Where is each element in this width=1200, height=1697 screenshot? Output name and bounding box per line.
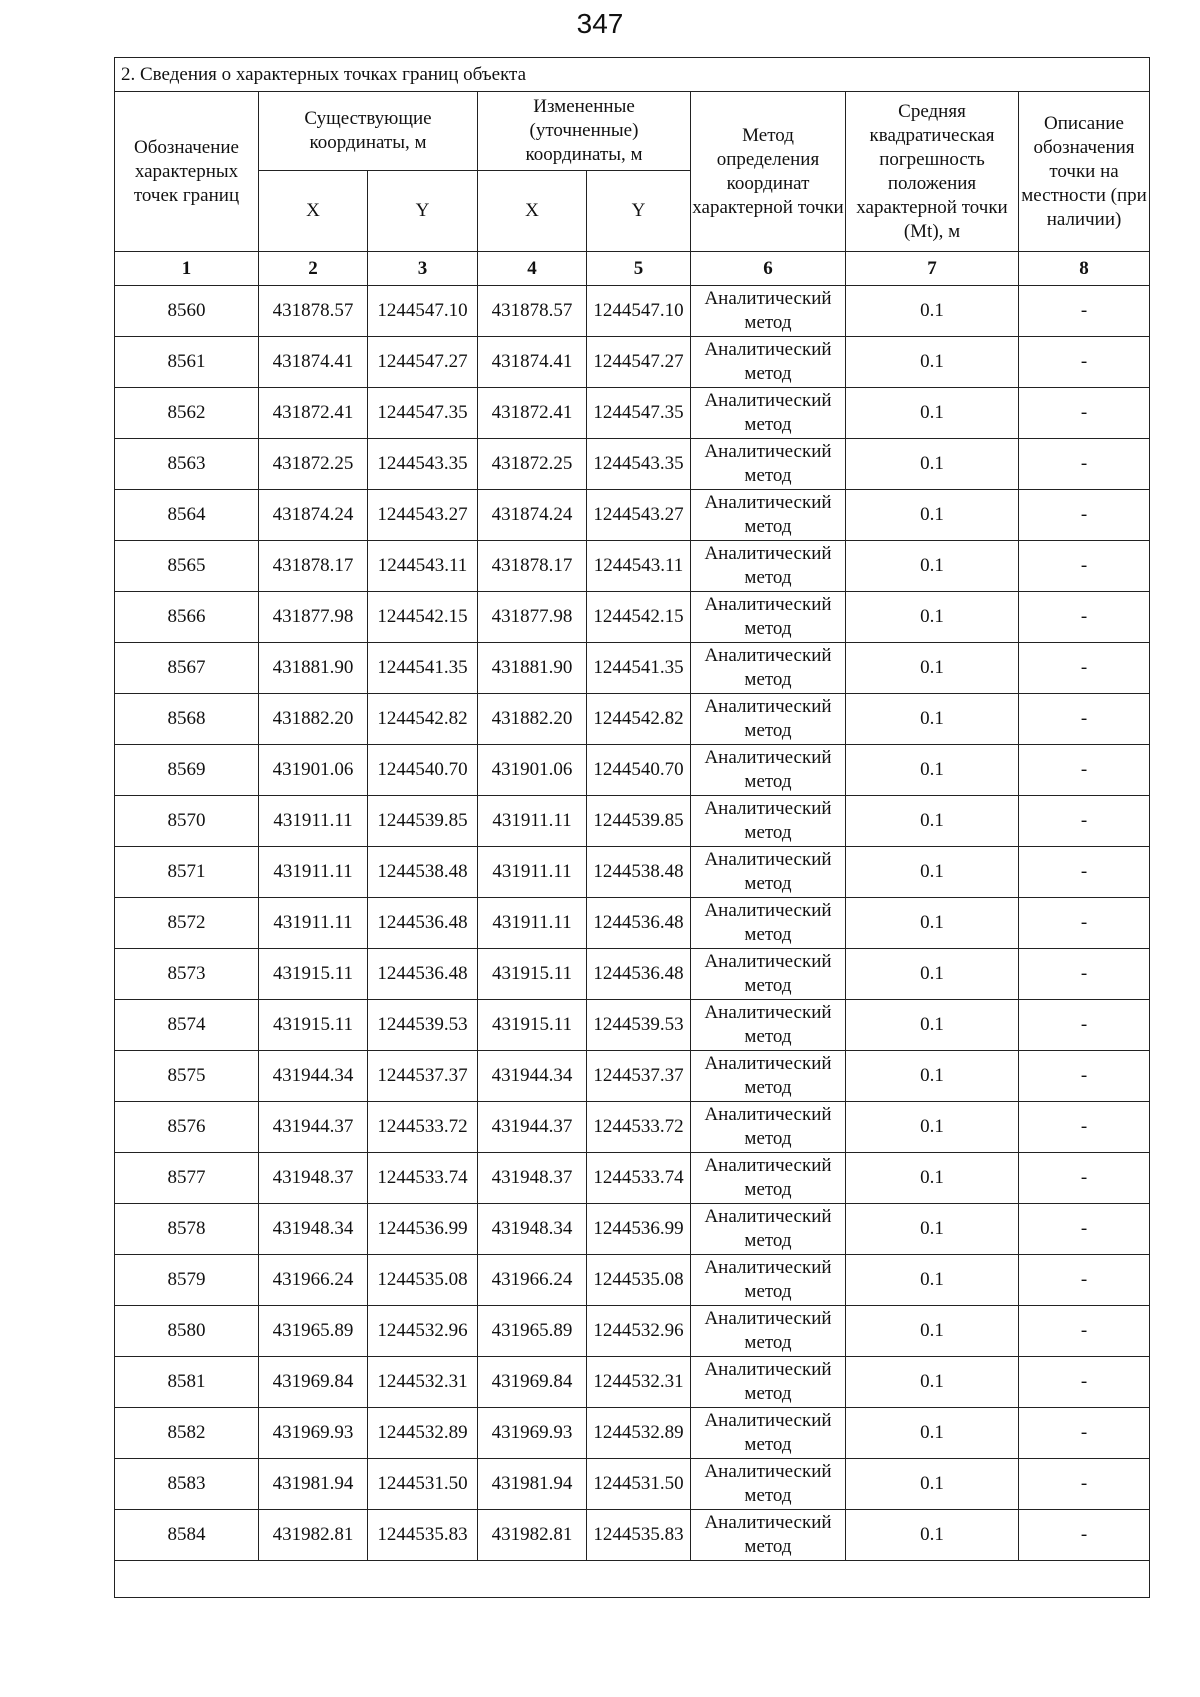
mean-error-cell: 0.1 (846, 1357, 1019, 1408)
point-id-cell: 8573 (115, 949, 259, 1000)
description-cell: - (1019, 1306, 1150, 1357)
existing-y-cell: 1244543.35 (368, 439, 478, 490)
existing-y-cell: 1244531.50 (368, 1459, 478, 1510)
existing-x-cell: 431969.93 (259, 1408, 368, 1459)
description-cell: - (1019, 592, 1150, 643)
existing-y-cell: 1244532.89 (368, 1408, 478, 1459)
point-id-cell: 8560 (115, 286, 259, 337)
existing-y-cell: 1244533.72 (368, 1102, 478, 1153)
existing-y-cell: 1244539.53 (368, 1000, 478, 1051)
table-row (115, 592, 1150, 643)
changed-x-cell: 431874.41 (478, 337, 587, 388)
point-id-cell: 8578 (115, 1204, 259, 1255)
changed-y-cell: 1244547.10 (587, 286, 691, 337)
method-cell: Аналитический метод (691, 1204, 846, 1255)
point-id-cell: 8567 (115, 643, 259, 694)
existing-x-cell: 431948.37 (259, 1153, 368, 1204)
existing-y-cell: 1244537.37 (368, 1051, 478, 1102)
changed-x-cell: 431969.93 (478, 1408, 587, 1459)
changed-x-cell: 431948.37 (478, 1153, 587, 1204)
table-row (115, 1153, 1150, 1204)
description-cell: - (1019, 1204, 1150, 1255)
column-number: 8 (1019, 252, 1150, 286)
existing-x-cell: 431966.24 (259, 1255, 368, 1306)
changed-y-cell: 1244543.35 (587, 439, 691, 490)
changed-x-cell: 431982.81 (478, 1510, 587, 1561)
existing-x-cell: 431948.34 (259, 1204, 368, 1255)
point-id-cell: 8566 (115, 592, 259, 643)
changed-y-cell: 1244536.48 (587, 949, 691, 1000)
existing-x-cell: 431878.57 (259, 286, 368, 337)
method-cell: Аналитический метод (691, 1255, 846, 1306)
mean-error-cell: 0.1 (846, 1255, 1019, 1306)
mean-error-cell: 0.1 (846, 745, 1019, 796)
existing-y-cell: 1244533.74 (368, 1153, 478, 1204)
point-id-cell: 8581 (115, 1357, 259, 1408)
changed-y-cell: 1244539.85 (587, 796, 691, 847)
header-mean-error: Средняя квадратическая погрешность положения характерной точки (Mt), м (846, 92, 1019, 252)
existing-y-cell: 1244532.31 (368, 1357, 478, 1408)
description-cell: - (1019, 949, 1150, 1000)
column-number: 3 (368, 252, 478, 286)
existing-x-cell: 431944.37 (259, 1102, 368, 1153)
table-row (115, 1255, 1150, 1306)
existing-y-cell: 1244539.85 (368, 796, 478, 847)
existing-x-cell: 431969.84 (259, 1357, 368, 1408)
method-cell: Аналитический метод (691, 796, 846, 847)
changed-y-cell: 1244532.96 (587, 1306, 691, 1357)
existing-x-cell: 431911.11 (259, 796, 368, 847)
changed-x-cell: 431872.25 (478, 439, 587, 490)
description-cell: - (1019, 337, 1150, 388)
description-cell: - (1019, 898, 1150, 949)
existing-y-cell: 1244532.96 (368, 1306, 478, 1357)
point-id-cell: 8576 (115, 1102, 259, 1153)
mean-error-cell: 0.1 (846, 949, 1019, 1000)
changed-y-cell: 1244538.48 (587, 847, 691, 898)
existing-x-cell: 431944.34 (259, 1051, 368, 1102)
method-cell: Аналитический метод (691, 949, 846, 1000)
table-row (115, 286, 1150, 337)
point-id-cell: 8571 (115, 847, 259, 898)
point-id-cell: 8584 (115, 1510, 259, 1561)
existing-y-cell: 1244547.27 (368, 337, 478, 388)
mean-error-cell: 0.1 (846, 1459, 1019, 1510)
description-cell: - (1019, 1357, 1150, 1408)
method-cell: Аналитический метод (691, 388, 846, 439)
mean-error-cell: 0.1 (846, 1153, 1019, 1204)
point-id-cell: 8563 (115, 439, 259, 490)
method-cell: Аналитический метод (691, 1102, 846, 1153)
description-cell: - (1019, 643, 1150, 694)
description-cell: - (1019, 1000, 1150, 1051)
changed-y-cell: 1244541.35 (587, 643, 691, 694)
table-row (115, 541, 1150, 592)
table-row (115, 1357, 1150, 1408)
mean-error-cell: 0.1 (846, 796, 1019, 847)
point-id-cell: 8569 (115, 745, 259, 796)
method-cell: Аналитический метод (691, 1306, 846, 1357)
table-row (115, 796, 1150, 847)
existing-x-cell: 431877.98 (259, 592, 368, 643)
mean-error-cell: 0.1 (846, 1051, 1019, 1102)
point-id-cell: 8580 (115, 1306, 259, 1357)
changed-x-cell: 431872.41 (478, 388, 587, 439)
method-cell: Аналитический метод (691, 745, 846, 796)
point-id-cell: 8583 (115, 1459, 259, 1510)
point-id-cell: 8575 (115, 1051, 259, 1102)
point-id-cell: 8568 (115, 694, 259, 745)
mean-error-cell: 0.1 (846, 337, 1019, 388)
existing-x-cell: 431911.11 (259, 898, 368, 949)
description-cell: - (1019, 694, 1150, 745)
changed-x-cell: 431915.11 (478, 949, 587, 1000)
existing-x-cell: 431881.90 (259, 643, 368, 694)
column-number: 7 (846, 252, 1019, 286)
existing-y-cell: 1244540.70 (368, 745, 478, 796)
existing-x-cell: 431872.41 (259, 388, 368, 439)
table-row (115, 439, 1150, 490)
table-row (115, 1510, 1150, 1561)
description-cell: - (1019, 541, 1150, 592)
description-cell: - (1019, 1102, 1150, 1153)
mean-error-cell: 0.1 (846, 388, 1019, 439)
point-id-cell: 8574 (115, 1000, 259, 1051)
changed-y-cell: 1244547.27 (587, 337, 691, 388)
mean-error-cell: 0.1 (846, 1306, 1019, 1357)
point-id-cell: 8565 (115, 541, 259, 592)
changed-y-cell: 1244532.31 (587, 1357, 691, 1408)
changed-y-cell: 1244536.48 (587, 898, 691, 949)
changed-x-cell: 431911.11 (478, 898, 587, 949)
description-cell: - (1019, 286, 1150, 337)
header-changed-y: Y (587, 171, 691, 252)
mean-error-cell: 0.1 (846, 1510, 1019, 1561)
existing-y-cell: 1244543.11 (368, 541, 478, 592)
table-row (115, 388, 1150, 439)
header-existing-coordinates: Существующие координаты, м (259, 92, 478, 171)
method-cell: Аналитический метод (691, 847, 846, 898)
existing-x-cell: 431901.06 (259, 745, 368, 796)
existing-x-cell: 431882.20 (259, 694, 368, 745)
header-designation: Обозначение характерных точек границ (115, 92, 259, 252)
existing-x-cell: 431911.11 (259, 847, 368, 898)
method-cell: Аналитический метод (691, 694, 846, 745)
point-id-cell: 8570 (115, 796, 259, 847)
description-cell: - (1019, 796, 1150, 847)
existing-y-cell: 1244536.99 (368, 1204, 478, 1255)
existing-y-cell: 1244535.08 (368, 1255, 478, 1306)
description-cell: - (1019, 439, 1150, 490)
existing-y-cell: 1244547.35 (368, 388, 478, 439)
changed-y-cell: 1244542.82 (587, 694, 691, 745)
mean-error-cell: 0.1 (846, 1000, 1019, 1051)
mean-error-cell: 0.1 (846, 439, 1019, 490)
changed-y-cell: 1244542.15 (587, 592, 691, 643)
changed-x-cell: 431911.11 (478, 847, 587, 898)
method-cell: Аналитический метод (691, 541, 846, 592)
existing-x-cell: 431874.24 (259, 490, 368, 541)
table-row (115, 949, 1150, 1000)
header-description: Описание обозначения точки на местности (при наличии) (1019, 92, 1150, 252)
changed-x-cell: 431948.34 (478, 1204, 587, 1255)
table-row (115, 745, 1150, 796)
existing-x-cell: 431872.25 (259, 439, 368, 490)
header-changed-coordinates: Измененные (уточненные) координаты, м (478, 92, 691, 171)
existing-x-cell: 431878.17 (259, 541, 368, 592)
existing-y-cell: 1244543.27 (368, 490, 478, 541)
mean-error-cell: 0.1 (846, 490, 1019, 541)
existing-y-cell: 1244536.48 (368, 949, 478, 1000)
changed-x-cell: 431877.98 (478, 592, 587, 643)
mean-error-cell: 0.1 (846, 643, 1019, 694)
existing-x-cell: 431874.41 (259, 337, 368, 388)
column-number: 2 (259, 252, 368, 286)
changed-y-cell: 1244540.70 (587, 745, 691, 796)
changed-x-cell: 431901.06 (478, 745, 587, 796)
mean-error-cell: 0.1 (846, 898, 1019, 949)
table-row (115, 1051, 1150, 1102)
header-existing-y: Y (368, 171, 478, 252)
method-cell: Аналитический метод (691, 643, 846, 694)
changed-y-cell: 1244536.99 (587, 1204, 691, 1255)
method-cell: Аналитический метод (691, 1051, 846, 1102)
column-number: 5 (587, 252, 691, 286)
table-row (115, 1204, 1150, 1255)
existing-y-cell: 1244542.15 (368, 592, 478, 643)
changed-y-cell: 1244547.35 (587, 388, 691, 439)
method-cell: Аналитический метод (691, 1408, 846, 1459)
description-cell: - (1019, 1510, 1150, 1561)
method-cell: Аналитический метод (691, 490, 846, 541)
column-number: 4 (478, 252, 587, 286)
table-row (115, 490, 1150, 541)
changed-x-cell: 431878.17 (478, 541, 587, 592)
point-id-cell: 8572 (115, 898, 259, 949)
table-row (115, 1459, 1150, 1510)
existing-x-cell: 431981.94 (259, 1459, 368, 1510)
changed-x-cell: 431915.11 (478, 1000, 587, 1051)
header-method: Метод определения координат характерной точки (691, 92, 846, 252)
changed-y-cell: 1244531.50 (587, 1459, 691, 1510)
description-cell: - (1019, 1153, 1150, 1204)
mean-error-cell: 0.1 (846, 847, 1019, 898)
method-cell: Аналитический метод (691, 1000, 846, 1051)
table-row (115, 1102, 1150, 1153)
table-row (115, 1408, 1150, 1459)
column-number: 6 (691, 252, 846, 286)
method-cell: Аналитический метод (691, 1153, 846, 1204)
changed-x-cell: 431881.90 (478, 643, 587, 694)
table-row (115, 643, 1150, 694)
table-row (115, 694, 1150, 745)
table-row (115, 1000, 1150, 1051)
table-row (115, 898, 1150, 949)
mean-error-cell: 0.1 (846, 541, 1019, 592)
method-cell: Аналитический метод (691, 1459, 846, 1510)
changed-x-cell: 431969.84 (478, 1357, 587, 1408)
method-cell: Аналитический метод (691, 1510, 846, 1561)
changed-x-cell: 431981.94 (478, 1459, 587, 1510)
changed-y-cell: 1244532.89 (587, 1408, 691, 1459)
table-caption: 2. Сведения о характерных точках границ объекта (115, 58, 1150, 92)
description-cell: - (1019, 847, 1150, 898)
mean-error-cell: 0.1 (846, 1204, 1019, 1255)
description-cell: - (1019, 1459, 1150, 1510)
method-cell: Аналитический метод (691, 1357, 846, 1408)
changed-x-cell: 431944.37 (478, 1102, 587, 1153)
table-row (115, 847, 1150, 898)
existing-y-cell: 1244542.82 (368, 694, 478, 745)
changed-x-cell: 431911.11 (478, 796, 587, 847)
changed-x-cell: 431882.20 (478, 694, 587, 745)
column-number: 1 (115, 252, 259, 286)
changed-y-cell: 1244535.08 (587, 1255, 691, 1306)
method-cell: Аналитический метод (691, 898, 846, 949)
table-row (115, 1306, 1150, 1357)
changed-y-cell: 1244543.11 (587, 541, 691, 592)
changed-y-cell: 1244537.37 (587, 1051, 691, 1102)
description-cell: - (1019, 490, 1150, 541)
changed-y-cell: 1244543.27 (587, 490, 691, 541)
existing-y-cell: 1244541.35 (368, 643, 478, 694)
changed-y-cell: 1244533.72 (587, 1102, 691, 1153)
changed-y-cell: 1244533.74 (587, 1153, 691, 1204)
existing-y-cell: 1244536.48 (368, 898, 478, 949)
existing-x-cell: 431915.11 (259, 949, 368, 1000)
changed-x-cell: 431965.89 (478, 1306, 587, 1357)
point-id-cell: 8562 (115, 388, 259, 439)
point-id-cell: 8579 (115, 1255, 259, 1306)
table-footer-empty-row (115, 1561, 1150, 1598)
header-changed-x: X (478, 171, 587, 252)
existing-y-cell: 1244535.83 (368, 1510, 478, 1561)
method-cell: Аналитический метод (691, 439, 846, 490)
mean-error-cell: 0.1 (846, 1102, 1019, 1153)
description-cell: - (1019, 745, 1150, 796)
existing-x-cell: 431965.89 (259, 1306, 368, 1357)
existing-y-cell: 1244547.10 (368, 286, 478, 337)
changed-x-cell: 431966.24 (478, 1255, 587, 1306)
point-id-cell: 8582 (115, 1408, 259, 1459)
description-cell: - (1019, 1255, 1150, 1306)
changed-x-cell: 431878.57 (478, 286, 587, 337)
existing-x-cell: 431915.11 (259, 1000, 368, 1051)
method-cell: Аналитический метод (691, 337, 846, 388)
changed-x-cell: 431874.24 (478, 490, 587, 541)
method-cell: Аналитический метод (691, 286, 846, 337)
description-cell: - (1019, 1408, 1150, 1459)
mean-error-cell: 0.1 (846, 1408, 1019, 1459)
header-existing-x: X (259, 171, 368, 252)
point-id-cell: 8564 (115, 490, 259, 541)
existing-y-cell: 1244538.48 (368, 847, 478, 898)
changed-y-cell: 1244535.83 (587, 1510, 691, 1561)
description-cell: - (1019, 1051, 1150, 1102)
mean-error-cell: 0.1 (846, 694, 1019, 745)
mean-error-cell: 0.1 (846, 286, 1019, 337)
mean-error-cell: 0.1 (846, 592, 1019, 643)
point-id-cell: 8577 (115, 1153, 259, 1204)
page-number: 347 (576, 8, 624, 39)
changed-y-cell: 1244539.53 (587, 1000, 691, 1051)
existing-x-cell: 431982.81 (259, 1510, 368, 1561)
table-row (115, 337, 1150, 388)
method-cell: Аналитический метод (691, 592, 846, 643)
boundary-points-table (114, 57, 1150, 1598)
point-id-cell: 8561 (115, 337, 259, 388)
changed-x-cell: 431944.34 (478, 1051, 587, 1102)
description-cell: - (1019, 388, 1150, 439)
